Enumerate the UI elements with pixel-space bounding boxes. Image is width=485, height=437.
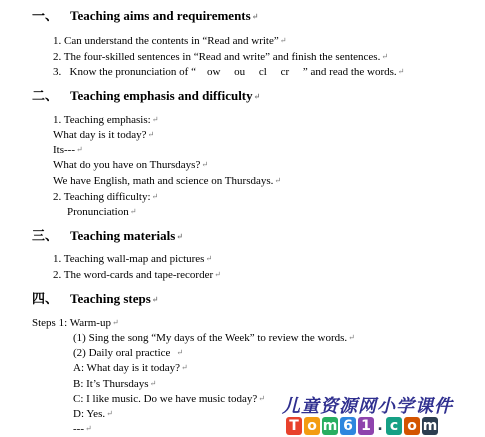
list-item: 2. The word-cards and tape-recorder↵ bbox=[53, 269, 221, 281]
watermark-letter: m bbox=[422, 417, 438, 434]
list-item: 3. Know the pronunciation of “ ow ou cl cr ” and read the words.↵ bbox=[53, 66, 405, 78]
paragraph-mark-icon: ↵ bbox=[381, 52, 389, 61]
paragraph-mark-icon: ↵ bbox=[251, 12, 259, 21]
list-item: 2. The four-skilled sentences in “Read and write” and finish the sentences.↵ bbox=[53, 51, 389, 63]
section-title: Teaching materials bbox=[70, 228, 176, 243]
list-item: (2) Daily oral practice ↵ bbox=[73, 347, 184, 359]
paragraph-mark-icon: ↵ bbox=[151, 295, 159, 304]
section-title: Teaching emphasis and difficulty bbox=[70, 88, 253, 103]
list-item: Steps 1: Warm-up↵ bbox=[32, 317, 119, 329]
list-item: B: It’s Thursdays↵ bbox=[73, 378, 157, 390]
paragraph-mark-icon: ↵ bbox=[253, 92, 261, 101]
paragraph-mark-icon: ↵ bbox=[76, 145, 83, 154]
watermark-letter: o bbox=[404, 417, 420, 435]
paragraph-mark-icon: ↵ bbox=[258, 394, 265, 403]
paragraph-mark-icon: ↵ bbox=[85, 424, 92, 433]
watermark-letter: T bbox=[286, 417, 302, 435]
watermark-letter: 1 bbox=[358, 417, 374, 435]
list-item: 1. Teaching emphasis:↵ bbox=[53, 114, 159, 126]
list-item: What day is it today?↵ bbox=[53, 129, 155, 141]
section-number: 四、 bbox=[32, 291, 59, 306]
section-heading-aims bbox=[32, 8, 258, 25]
watermark-domain bbox=[286, 414, 482, 437]
section-heading-materials bbox=[32, 228, 183, 245]
section-title: Teaching aims and requirements bbox=[70, 8, 251, 23]
watermark-chinese: 儿童资源网小学课件 bbox=[282, 396, 453, 417]
watermark-letter: o bbox=[304, 417, 320, 435]
paragraph-mark-icon: ↵ bbox=[111, 318, 119, 327]
paragraph-mark-icon: ↵ bbox=[176, 232, 184, 241]
list-item: Its---↵ bbox=[53, 144, 83, 156]
paragraph-mark-icon: ↵ bbox=[214, 270, 221, 279]
paragraph-mark-icon: ↵ bbox=[397, 67, 405, 76]
paragraph-mark-icon: ↵ bbox=[176, 348, 184, 357]
list-item: A: What day is it today?↵ bbox=[73, 362, 188, 374]
paragraph-mark-icon: ↵ bbox=[129, 207, 137, 216]
list-item: 2. Teaching difficulty:↵ bbox=[53, 191, 159, 203]
paragraph-mark-icon: ↵ bbox=[106, 409, 113, 418]
paragraph-mark-icon: ↵ bbox=[151, 115, 159, 124]
paragraph-mark-icon: ↵ bbox=[205, 254, 213, 263]
watermark-letter: . bbox=[377, 417, 383, 434]
section-number: 三、 bbox=[32, 228, 59, 243]
list-item: (1) Sing the song “My days of the Week” to review the words.↵ bbox=[73, 332, 355, 344]
list-item: ---↵ bbox=[73, 423, 92, 435]
paragraph-mark-icon: ↵ bbox=[147, 130, 155, 139]
list-item: D: Yes.↵ bbox=[73, 408, 113, 420]
paragraph-mark-icon: ↵ bbox=[348, 333, 355, 342]
list-item: We have English, math and science on Thursdays.↵ bbox=[53, 175, 282, 187]
list-item: C: I like music. Do we have music today?↵ bbox=[73, 393, 265, 405]
paragraph-mark-icon: ↵ bbox=[279, 36, 287, 45]
section-heading-steps bbox=[32, 291, 159, 308]
list-item: What do you have on Thursdays?↵ bbox=[53, 159, 209, 171]
list-item: 1. Can understand the contents in “Read and write”↵ bbox=[53, 35, 287, 47]
section-number: 二、 bbox=[32, 88, 59, 103]
paragraph-mark-icon: ↵ bbox=[181, 363, 188, 372]
section-number: 一、 bbox=[32, 8, 59, 23]
section-heading-emphasis bbox=[32, 88, 260, 105]
section-title: Teaching steps bbox=[70, 291, 151, 306]
list-item: Pronunciation↵ bbox=[67, 206, 137, 218]
paragraph-mark-icon: ↵ bbox=[201, 160, 209, 169]
paragraph-mark-icon: ↵ bbox=[274, 176, 282, 185]
watermark-letter: 6 bbox=[340, 417, 356, 435]
paragraph-mark-icon: ↵ bbox=[149, 379, 157, 388]
watermark-letter: m bbox=[322, 417, 338, 434]
paragraph-mark-icon: ↵ bbox=[151, 192, 159, 201]
list-item: 1. Teaching wall-map and pictures↵ bbox=[53, 253, 213, 265]
watermark-letter: c bbox=[386, 417, 402, 435]
